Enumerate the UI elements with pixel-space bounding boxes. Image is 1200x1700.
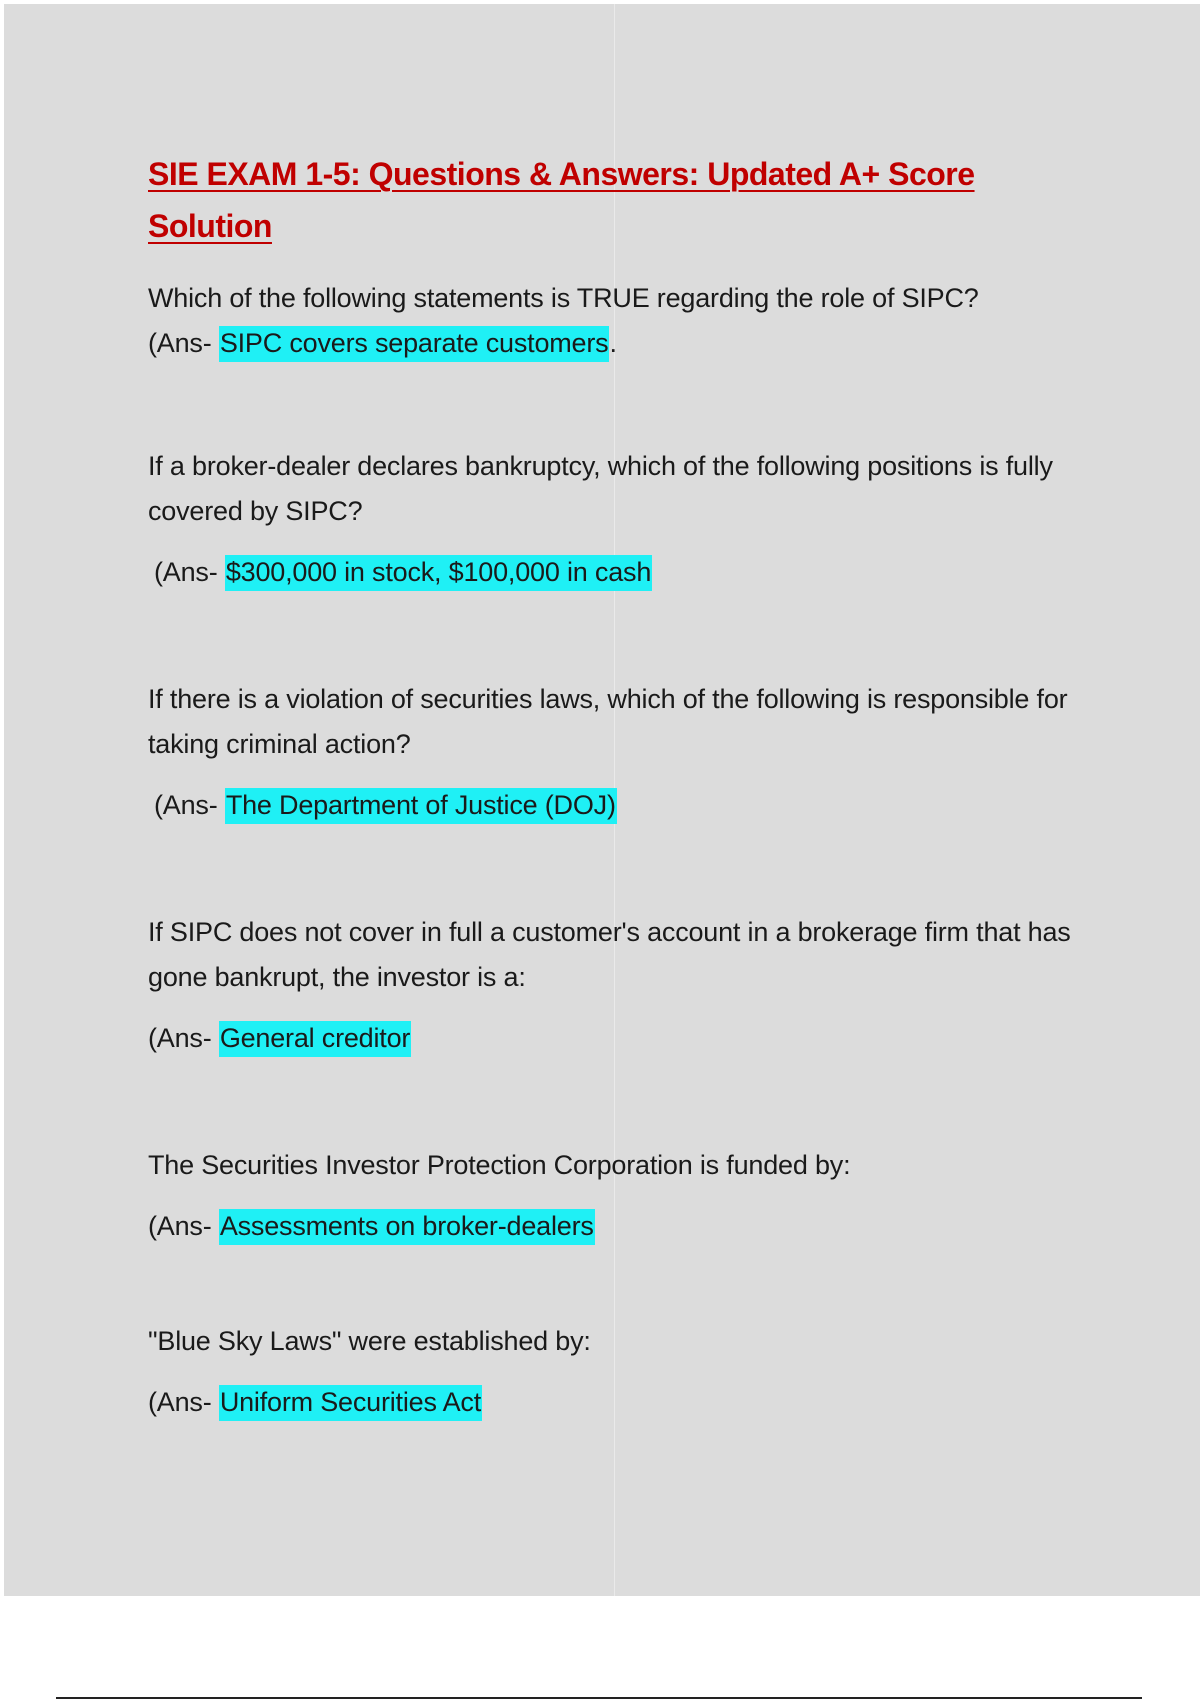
answer-highlight: Uniform Securities Act [219,1385,482,1421]
answer-prefix: (Ans- [148,1023,219,1053]
answer-highlight: SIPC covers separate customers [219,326,610,362]
answer-highlight: $300,000 in stock, $100,000 in cash [225,555,652,591]
answer-prefix: (Ans- [154,790,225,820]
spacer [148,1061,1088,1143]
question-3: If there is a violation of securities laws, which of the following is responsible for taking criminal action? [148,684,1068,759]
answer-4 [148,1016,1088,1061]
spacer [148,828,1088,910]
answer-prefix: (Ans- [154,557,225,587]
answer-6 [148,1380,1088,1425]
answer-1 [148,321,1088,366]
answer-highlight: General creditor [219,1021,411,1057]
spacer [148,1249,1088,1319]
spacer [148,366,1088,444]
footer-divider [56,1697,1142,1699]
answer-highlight: Assessments on broker-dealers [219,1209,595,1245]
question-6: "Blue Sky Laws" were established by: [148,1326,591,1356]
document-content [148,148,1088,1425]
answer-prefix: (Ans- [148,1211,219,1241]
document-title: SIE EXAM 1-5: Questions & Answers: Updated A+ Score Solution [148,156,975,244]
answer-highlight: The Department of Justice (DOJ) [225,788,617,824]
answer-prefix: (Ans- [148,328,219,358]
answer-suffix: . [609,328,617,358]
qa-item-2 [148,444,1088,595]
qa-item-3 [148,677,1088,828]
answer-3 [148,783,1088,828]
answer-5 [148,1204,1088,1249]
qa-item-4 [148,910,1088,1061]
answer-2 [148,550,1088,595]
qa-item-6 [148,1319,1088,1425]
qa-item-1 [148,276,1088,366]
question-5: The Securities Investor Protection Corporation is funded by: [148,1150,851,1180]
qa-item-5 [148,1143,1088,1249]
question-2: If a broker-dealer declares bankruptcy, which of the following positions is fully covered by SIPC? [148,451,1053,526]
question-1: Which of the following statements is TRUE regarding the role of SIPC? [148,283,979,313]
answer-prefix: (Ans- [148,1387,219,1417]
question-4: If SIPC does not cover in full a customer's account in a brokerage firm that has gone bankrupt, the investor is a: [148,917,1071,992]
spacer [148,595,1088,677]
